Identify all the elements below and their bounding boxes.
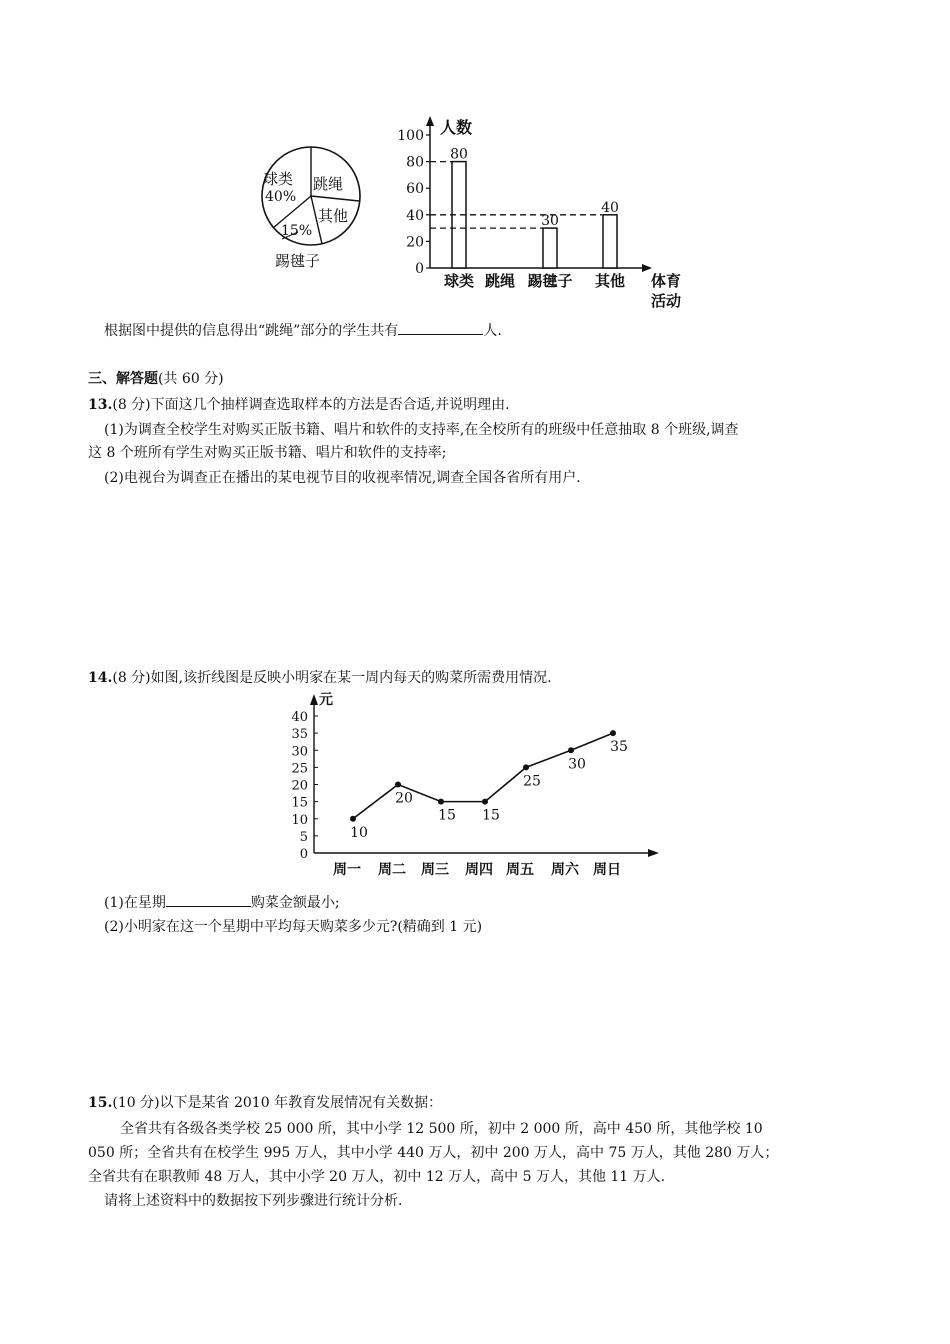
q14-stem-line xyxy=(88,667,552,689)
line-value-label: 10 xyxy=(350,824,368,841)
bar-y-tick-label: 40 xyxy=(406,207,424,224)
line-value-label: 25 xyxy=(523,773,541,790)
pie-label-qita: 其他 xyxy=(318,207,349,225)
pie-chart xyxy=(250,138,380,273)
q12-text-after: 人. xyxy=(483,323,502,339)
line-y-axis-arrow xyxy=(310,694,318,705)
line-category-label: 周一 xyxy=(333,862,361,878)
line-y-tick-label: 25 xyxy=(291,761,308,777)
q14-p1-after: 购菜金额最小; xyxy=(250,895,340,911)
bar-category-label: 踢毽子 xyxy=(527,272,573,290)
section3-score: (共 60 分) xyxy=(158,371,224,387)
line-category-label: 周五 xyxy=(506,862,534,878)
pie-label-tijianzi: 踢毽子 xyxy=(275,252,321,270)
q14-p1-before: (1)在星期 xyxy=(104,895,166,911)
line-y-tick-label: 0 xyxy=(299,847,308,862)
q12-line xyxy=(104,320,502,342)
line-y-tick-label: 40 xyxy=(291,710,308,725)
bar-category-label: 跳绳 xyxy=(484,272,516,290)
section3-title: 三、解答题 xyxy=(88,371,158,387)
bar-category-label: 其他 xyxy=(594,272,626,290)
bar-x-label-line1: 体育 xyxy=(651,272,682,290)
bar-y-tick-label: 80 xyxy=(406,154,424,171)
line-point xyxy=(395,782,401,788)
q12-answer-blank[interactable] xyxy=(398,320,483,335)
q14-answer-blank[interactable] xyxy=(166,892,251,907)
bar-y-tick-label: 60 xyxy=(406,181,424,198)
q14-number: 14. xyxy=(88,670,113,686)
line-y-label: 元 xyxy=(319,692,333,708)
section3-header xyxy=(88,368,224,390)
bar-y-label: 人数 xyxy=(440,118,473,137)
pie-label-qiulei: 球类 xyxy=(263,170,294,188)
line-value-label: 35 xyxy=(610,739,628,756)
q13-number: 13. xyxy=(88,397,113,413)
bar-value-label: 40 xyxy=(601,199,619,216)
q13-p2: (2)电视台为调查正在播出的某电视节目的收视率情况,调查全国各省所有用户. xyxy=(104,470,581,486)
q15-line2: 050 所；全省共有在校学生 995 万人，其中小学 440 万人，初中 200 万人，高中 75 万人，其他 280 万人； xyxy=(88,1145,779,1161)
bar-y-tick-label: 0 xyxy=(415,261,424,277)
q13-stem-line xyxy=(88,394,510,416)
line-point xyxy=(523,764,529,770)
bar-value-label: 80 xyxy=(450,146,468,163)
line-series xyxy=(353,733,613,819)
line-category-label: 周四 xyxy=(465,862,493,878)
bar-3 xyxy=(603,215,617,268)
q13-p1-line2: 这 8 个班所有学生对购买正版书籍、唱片和软件的支持率; xyxy=(88,445,447,461)
line-value-label: 20 xyxy=(395,790,413,807)
q15-line3: 全省共有在职教师 48 万人，其中小学 20 万人，初中 12 万人，高中 5 万人，其他 11 万人. xyxy=(88,1169,666,1185)
line-chart xyxy=(280,688,670,880)
bar-y-axis-arrow xyxy=(426,116,434,126)
bar-chart xyxy=(390,112,710,312)
q15-stem-line xyxy=(88,1092,442,1114)
q14-p1-line xyxy=(104,892,340,914)
line-point xyxy=(350,816,356,822)
bar-category-label: 球类 xyxy=(443,272,475,290)
line-y-tick-label: 5 xyxy=(299,829,308,845)
q13-stem: (8 分)下面这几个抽样调查选取样本的方法是否合适,并说明理由. xyxy=(112,397,510,413)
line-category-label: 周三 xyxy=(421,862,449,878)
line-point xyxy=(610,730,616,736)
q15-stem: (10 分)以下是某省 2010 年教育发展情况有关数据： xyxy=(112,1095,443,1111)
line-y-tick-label: 30 xyxy=(291,744,308,760)
q14-p2: (2)小明家在这一个星期中平均每天购菜多少元?(精确到 1 元) xyxy=(104,919,483,935)
line-y-tick-label: 20 xyxy=(291,778,308,794)
q13-p1-line1: (1)为调查全校学生对购买正版书籍、唱片和软件的支持率,在全校所有的班级中任意抽取 8 个班级,调查 xyxy=(104,422,739,438)
bar-y-tick-label: 100 xyxy=(397,128,424,144)
pie-percent-tijianzi: 15% xyxy=(281,223,313,239)
line-point xyxy=(568,747,574,753)
line-point xyxy=(482,799,488,805)
pie-label-tiaosheng: 跳绳 xyxy=(313,175,344,193)
line-value-label: 15 xyxy=(438,807,456,824)
line-y-tick-label: 10 xyxy=(291,812,308,828)
q15-line4: 请将上述资料中的数据按下列步骤进行统计分析. xyxy=(104,1193,403,1209)
line-y-tick-label: 15 xyxy=(291,795,308,811)
line-value-label: 30 xyxy=(568,756,586,773)
bar-y-tick-label: 20 xyxy=(406,234,424,251)
pie-percent-qiulei: 40% xyxy=(265,189,297,205)
line-point xyxy=(438,799,444,805)
bar-x-label-line2: 活动 xyxy=(651,292,682,310)
line-category-label: 周六 xyxy=(551,862,579,878)
line-category-label: 周日 xyxy=(593,862,621,878)
bar-2 xyxy=(543,228,557,268)
line-category-label: 周二 xyxy=(378,862,406,878)
line-y-tick-label: 35 xyxy=(291,727,308,743)
line-value-label: 15 xyxy=(482,807,500,824)
bar-x-axis-arrow xyxy=(642,264,652,272)
q12-text-before: 根据图中提供的信息得出“跳绳”部分的学生共有 xyxy=(104,323,399,339)
q14-stem: (8 分)如图,该折线图是反映小明家在某一周内每天的购菜所需费用情况. xyxy=(112,670,552,686)
bar-value-label: 30 xyxy=(541,213,559,230)
pie-divider-right xyxy=(311,196,359,201)
q15-line1: 全省共有各级各类学校 25 000 所，其中小学 12 500 所，初中 2 000 所，高中 450 所，其他学校 10 xyxy=(120,1121,763,1137)
q15-number: 15. xyxy=(88,1095,113,1111)
line-x-axis-arrow xyxy=(648,849,659,857)
